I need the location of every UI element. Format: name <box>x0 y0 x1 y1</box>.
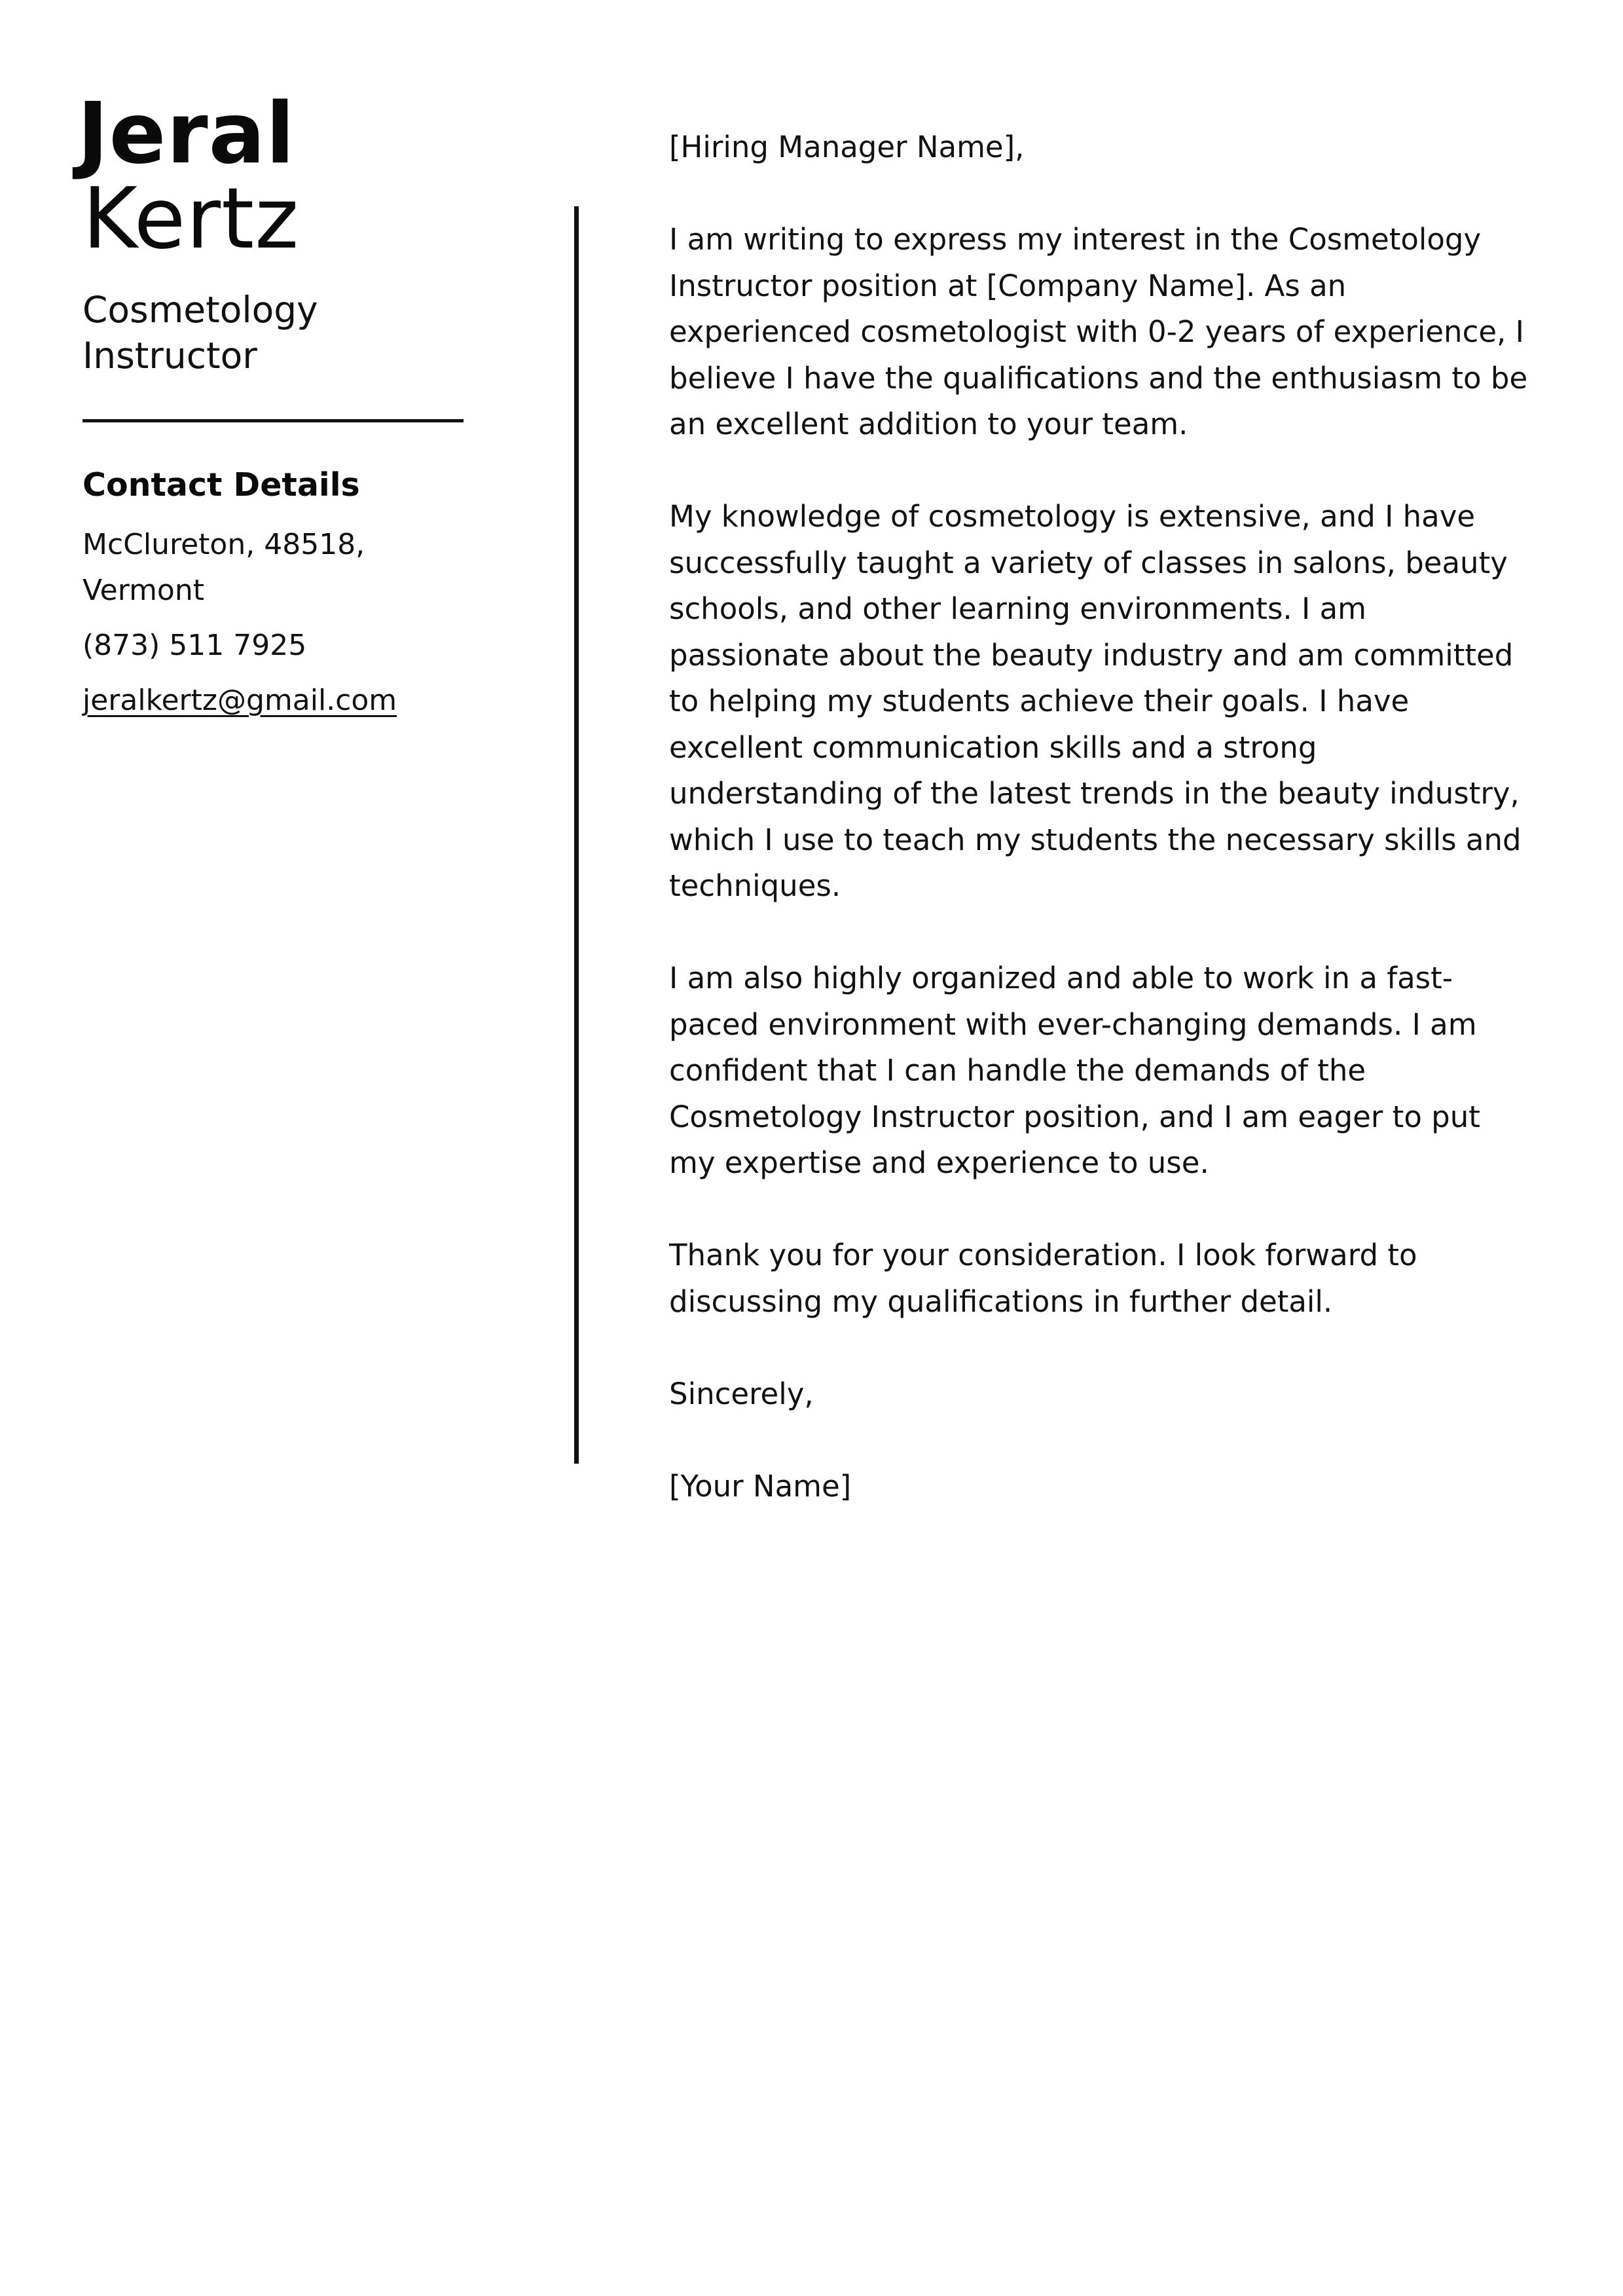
letter-paragraph: I am writing to express my interest in the Cosmetology Instructor position at [Company Name]. As an experienced cosmetologist with 0-2 years of experience, I believe I have the qualifications and the enthusiasm to be an excellent addition to your team. <box>669 222 1528 441</box>
candidate-name <box>77 85 475 268</box>
letter-closing: Sincerely, <box>669 1376 814 1411</box>
letter-signature: [Your Name] <box>669 1468 852 1504</box>
last-name: Kertz <box>82 170 300 268</box>
sidebar-divider <box>82 419 464 422</box>
contact-heading: Contact Details <box>82 466 360 504</box>
sidebar <box>77 85 475 724</box>
contact-phone: (873) 511 7925 <box>82 629 307 662</box>
contact-address: McClureton, 48518, Vermont <box>82 528 365 607</box>
first-name: Jeral <box>77 85 295 183</box>
letter-paragraph: I am also highly organized and able to work in a fast-paced environment with ever-changing demands. I am confident that I can handle the demands of the Cosmetology Instructor position, and I am eager to put my expertise and experience to use. <box>669 961 1480 1180</box>
letter-salutation: [Hiring Manager Name], <box>669 130 1025 164</box>
letter-paragraph: My knowledge of cosmetology is extensive, and I have successfully taught a variety of classes in salons, beauty schools, and other learning environments. I am passionate about the beauty industry and am committed to helping my students achieve their goals. I have excellent communication skills and a strong understanding of the latest trends in the beauty industry, which I use to teach my students the necessary skills and techniques. <box>669 499 1522 903</box>
job-title: Cosmetology Instructor <box>82 289 318 377</box>
letter-body <box>669 124 1533 1556</box>
vertical-divider <box>574 206 579 1464</box>
contact-email-link[interactable]: jeralkertz@gmail.com <box>82 684 397 717</box>
letter-paragraph: Thank you for your consideration. I look forward to discussing my qualifications in further detail. <box>669 1238 1417 1319</box>
